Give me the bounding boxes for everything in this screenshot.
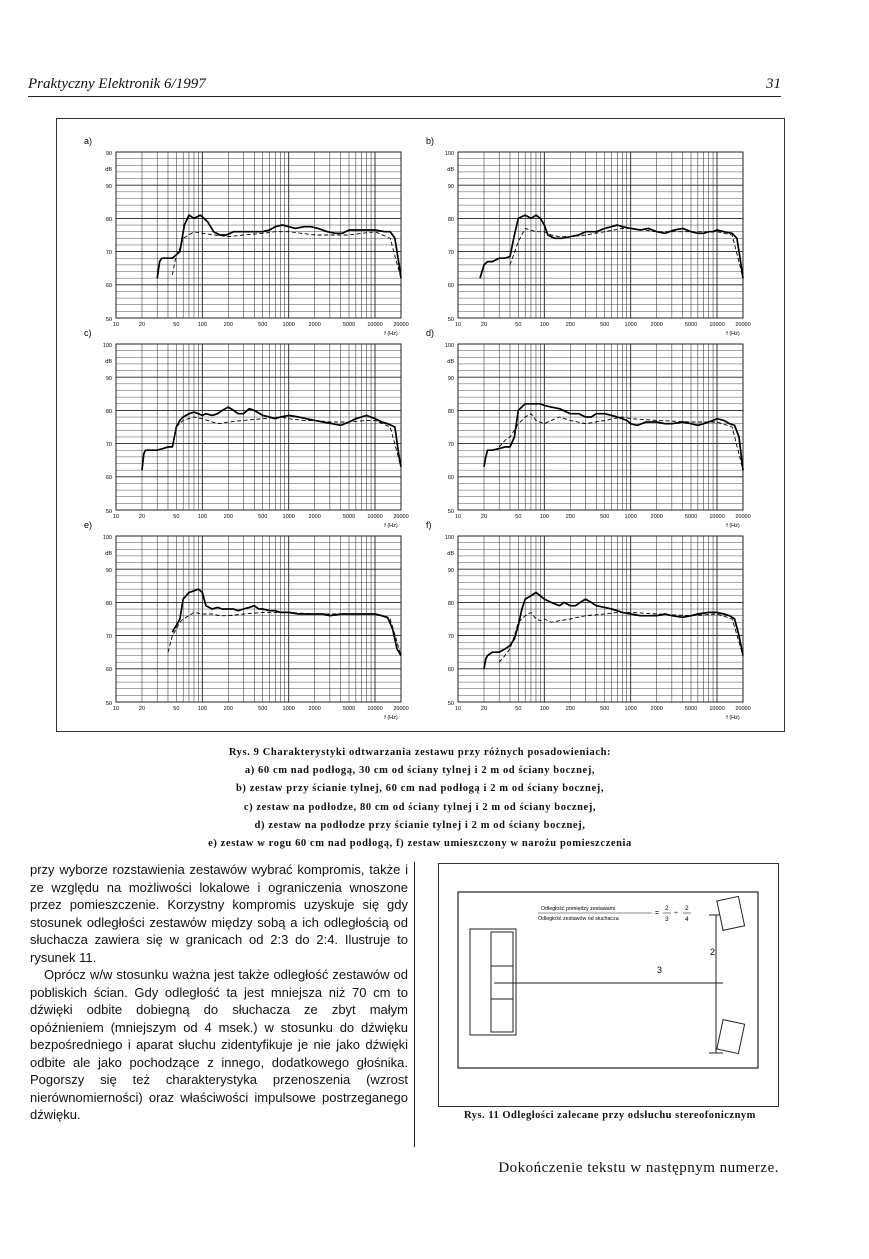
x-tick-label: 500 (258, 322, 268, 328)
plot-frame (116, 536, 401, 702)
x-tick-label: 20000 (393, 514, 409, 520)
x-axis-label: f (Hz) (384, 523, 398, 529)
x-axis-label: f (Hz) (726, 715, 740, 721)
x-tick-label: 10 (454, 514, 462, 520)
series-line-solid (142, 407, 401, 470)
x-tick-label: 200 (223, 514, 233, 520)
x-tick-label: 1000 (624, 514, 637, 520)
speaker-cabinet (470, 929, 516, 1035)
x-axis-label: f (Hz) (384, 715, 398, 721)
y-tick-label: dB (105, 167, 112, 173)
chart-panel-1 (84, 136, 409, 337)
x-tick-label: 20000 (735, 322, 751, 328)
x-tick-label: 2000 (650, 514, 663, 520)
x-tick-label: 10000 (709, 514, 725, 520)
x-tick-label: 20 (480, 706, 488, 712)
x-tick-label: 20 (480, 514, 488, 520)
x-tick-label: 20000 (735, 514, 751, 520)
y-tick-label: 90 (447, 376, 454, 382)
panel-label: f) (426, 520, 432, 530)
x-tick-label: 100 (197, 514, 207, 520)
caption-line: d) zestaw na podłodze przy ścianie tylnej i 2 m od ściany bocznej, (254, 819, 586, 831)
y-tick-label: 90 (105, 568, 112, 574)
y-tick-label: dB (447, 167, 454, 173)
x-tick-label: 500 (258, 706, 268, 712)
ratio-denominator: Odległość zestawów od słuchacza (538, 916, 619, 922)
ratio-numerator: Odległość pomiędzy zestawami (541, 906, 616, 912)
y-tick-label: 100 (444, 535, 454, 541)
x-tick-label: 10000 (367, 514, 383, 520)
y-tick-label: 70 (105, 442, 112, 448)
y-tick-label: 60 (447, 667, 454, 673)
x-tick-label: 500 (600, 706, 610, 712)
panel-label: a) (84, 136, 93, 146)
label-3: 3 (657, 965, 663, 975)
x-tick-label: 500 (600, 322, 610, 328)
x-tick-label: 100 (539, 514, 549, 520)
y-tick-label: 80 (105, 409, 112, 415)
plot-frame (116, 344, 401, 510)
x-tick-label: 100 (197, 706, 207, 712)
y-tick-label: 90 (447, 184, 454, 190)
x-tick-label: 50 (515, 514, 522, 520)
x-axis-label: f (Hz) (726, 331, 740, 337)
y-tick-label: 80 (105, 601, 112, 607)
journal-title: Praktyczny Elektronik 6/1997 (28, 76, 206, 92)
y-tick-label: dB (447, 359, 454, 365)
plot-frame (116, 152, 401, 318)
speaker-front (491, 932, 513, 1032)
x-tick-label: 10 (112, 514, 120, 520)
figure-11-caption: Rys. 11 Odległości zalecane przy odsłuchu stereofonicznym (464, 1110, 756, 1121)
x-tick-label: 500 (258, 514, 268, 520)
chart-panel-2 (426, 136, 751, 337)
y-tick-label: 50 (105, 701, 112, 707)
frac1-num: 2 (665, 905, 669, 912)
caption-line: a) 60 cm nad podłogą, 30 cm od ściany tylnej i 2 m od ściany bocznej, (244, 765, 596, 777)
x-tick-label: 50 (173, 514, 180, 520)
x-tick-label: 50 (515, 322, 522, 328)
y-tick-label: 90 (105, 184, 112, 190)
x-tick-label: 200 (565, 322, 575, 328)
x-tick-label: 1000 (624, 322, 637, 328)
x-tick-label: 50 (173, 322, 180, 328)
x-tick-label: 10000 (367, 706, 383, 712)
y-tick-label: 80 (447, 409, 454, 415)
y-tick-label: dB (105, 359, 112, 365)
x-tick-label: 200 (223, 706, 233, 712)
x-tick-label: 200 (565, 706, 575, 712)
figure-9-charts (56, 118, 783, 730)
y-tick-label: 60 (105, 475, 112, 481)
x-tick-label: 100 (539, 322, 549, 328)
y-tick-label: 100 (102, 535, 112, 541)
x-tick-label: 10000 (709, 706, 725, 712)
caption-line: b) zestaw przy ścianie tylnej, 60 cm nad podłogą i 2 m od ściany bocznej, (235, 783, 605, 795)
plot-frame (458, 152, 743, 318)
page-number: 31 (766, 76, 781, 92)
caption-line: c) zestaw na podłodze, 80 cm od ściany tylnej i 2 m od ściany bocznej, (243, 801, 597, 813)
x-tick-label: 10 (112, 322, 120, 328)
y-tick-label: dB (447, 551, 454, 557)
y-tick-label: 60 (447, 283, 454, 289)
y-tick-label: 80 (447, 217, 454, 223)
eq-sign: = (655, 910, 660, 917)
x-axis-label: f (Hz) (384, 331, 398, 337)
x-tick-label: 50 (515, 706, 522, 712)
x-tick-label: 10 (112, 706, 120, 712)
y-tick-label: 80 (447, 601, 454, 607)
x-tick-label: 2000 (308, 514, 321, 520)
range-sign: ÷ (674, 910, 678, 917)
x-tick-label: 5000 (684, 322, 698, 328)
y-tick-label: 70 (105, 250, 112, 256)
x-tick-label: 5000 (342, 322, 356, 328)
paragraph: Oprócz w/w stosunku ważna jest także odległość zestawów od pobliskich ścian. Gdy odległość ta jest mniejsza niż 70 cm to dźwięki odbite dobiegną do słuchacza ze zbyt małym opóźnieniem (mniejszym od 4 msek.) w stosunku do dźwięku bezpośredniego i aparat słuchu zidentyfikuje je nie jako dźwięki odbite ale jako pochodzące z innego, dodatkowego głośnika. Pogorszy się też charakterystyka przenoszenia (wzrost nierównomierności) oraz właściwości impulsowe postrzeganego dźwięku. (30, 967, 408, 1122)
frac2-den: 4 (685, 916, 689, 923)
x-tick-label: 10 (454, 706, 462, 712)
y-tick-label: dB (105, 551, 112, 557)
caption-line: e) zestaw w rogu 60 cm nad podłogą, f) zestaw umieszczony w narożu pomieszczenia (208, 838, 632, 850)
x-tick-label: 2000 (650, 322, 663, 328)
x-tick-label: 20 (480, 322, 488, 328)
x-tick-label: 5000 (342, 706, 356, 712)
plot-frame (458, 536, 743, 702)
page-header (28, 74, 781, 97)
label-2: 2 (710, 947, 716, 957)
x-tick-label: 10000 (709, 322, 725, 328)
y-tick-label: 50 (447, 317, 454, 323)
x-tick-label: 5000 (684, 514, 698, 520)
x-tick-label: 1000 (282, 514, 295, 520)
y-tick-label: 70 (105, 634, 112, 640)
plot-frame (458, 344, 743, 510)
caption-line: Rys. 9 Charakterystyki odtwarzania zestawu przy różnych posadowieniach: (228, 747, 612, 758)
x-tick-label: 5000 (342, 514, 356, 520)
chart-panel-4 (426, 328, 751, 529)
article-body (30, 861, 408, 1124)
figure-11-diagram (438, 863, 778, 1106)
x-tick-label: 5000 (684, 706, 698, 712)
x-tick-label: 200 (565, 514, 575, 520)
y-tick-label: 100 (444, 343, 454, 349)
y-tick-label: 90 (105, 151, 112, 157)
speaker-right-top (717, 896, 745, 930)
panel-label: c) (84, 328, 92, 338)
x-tick-label: 20000 (393, 322, 409, 328)
x-tick-label: 20 (138, 706, 146, 712)
y-tick-label: 80 (105, 217, 112, 223)
panel-label: b) (426, 136, 435, 146)
x-axis-label: f (Hz) (726, 523, 740, 529)
y-tick-label: 70 (447, 634, 454, 640)
y-tick-label: 100 (102, 343, 112, 349)
x-tick-label: 10000 (367, 322, 383, 328)
y-tick-label: 50 (447, 509, 454, 515)
y-tick-label: 60 (105, 283, 112, 289)
y-tick-label: 100 (444, 151, 454, 157)
x-tick-label: 20000 (735, 706, 751, 712)
y-tick-label: 90 (105, 376, 112, 382)
x-tick-label: 50 (173, 706, 180, 712)
x-tick-label: 2000 (308, 322, 321, 328)
column-divider (414, 862, 415, 1147)
y-tick-label: 70 (447, 250, 454, 256)
y-tick-label: 50 (105, 509, 112, 515)
chart-panel-3 (84, 328, 409, 529)
y-tick-label: 60 (105, 667, 112, 673)
frac2-num: 2 (685, 905, 689, 912)
panel-label: e) (84, 520, 93, 530)
x-tick-label: 10 (454, 322, 462, 328)
y-tick-label: 50 (447, 701, 454, 707)
speaker-right-bottom (717, 1020, 745, 1054)
x-tick-label: 500 (600, 514, 610, 520)
x-tick-label: 100 (197, 322, 207, 328)
y-tick-label: 90 (447, 568, 454, 574)
y-tick-label: 70 (447, 442, 454, 448)
series-line-solid (484, 592, 743, 668)
x-tick-label: 2000 (650, 706, 663, 712)
frac1-den: 3 (665, 916, 669, 923)
x-tick-label: 200 (223, 322, 233, 328)
x-tick-label: 1000 (282, 706, 295, 712)
x-tick-label: 20 (138, 514, 146, 520)
x-tick-label: 2000 (308, 706, 321, 712)
y-tick-label: 50 (105, 317, 112, 323)
paragraph: przy wyborze rozstawienia zestawów wybrać kompromis, także i ze względu na możliwości lokalowe i ograniczenia wnoszone przez pomieszczenie. Korzystny kompromis uzyskuje się gdy stosunek odległości zestawów między sobą a ich odległością od słuchacza zawiera się w granicach od 2:3 do 2:4. Ilustruje to rysunek 11. (30, 862, 408, 965)
x-tick-label: 1000 (282, 322, 295, 328)
panel-label: d) (426, 328, 435, 338)
chart-panel-6 (426, 520, 751, 721)
x-tick-label: 1000 (624, 706, 637, 712)
continuation-note: Dokończenie tekstu w następnym numerze. (498, 1160, 779, 1176)
chart-panel-5 (84, 520, 409, 721)
y-tick-label: 60 (447, 475, 454, 481)
x-tick-label: 20 (138, 322, 146, 328)
x-tick-label: 20000 (393, 706, 409, 712)
x-tick-label: 100 (539, 706, 549, 712)
figure-9-caption (100, 744, 740, 853)
